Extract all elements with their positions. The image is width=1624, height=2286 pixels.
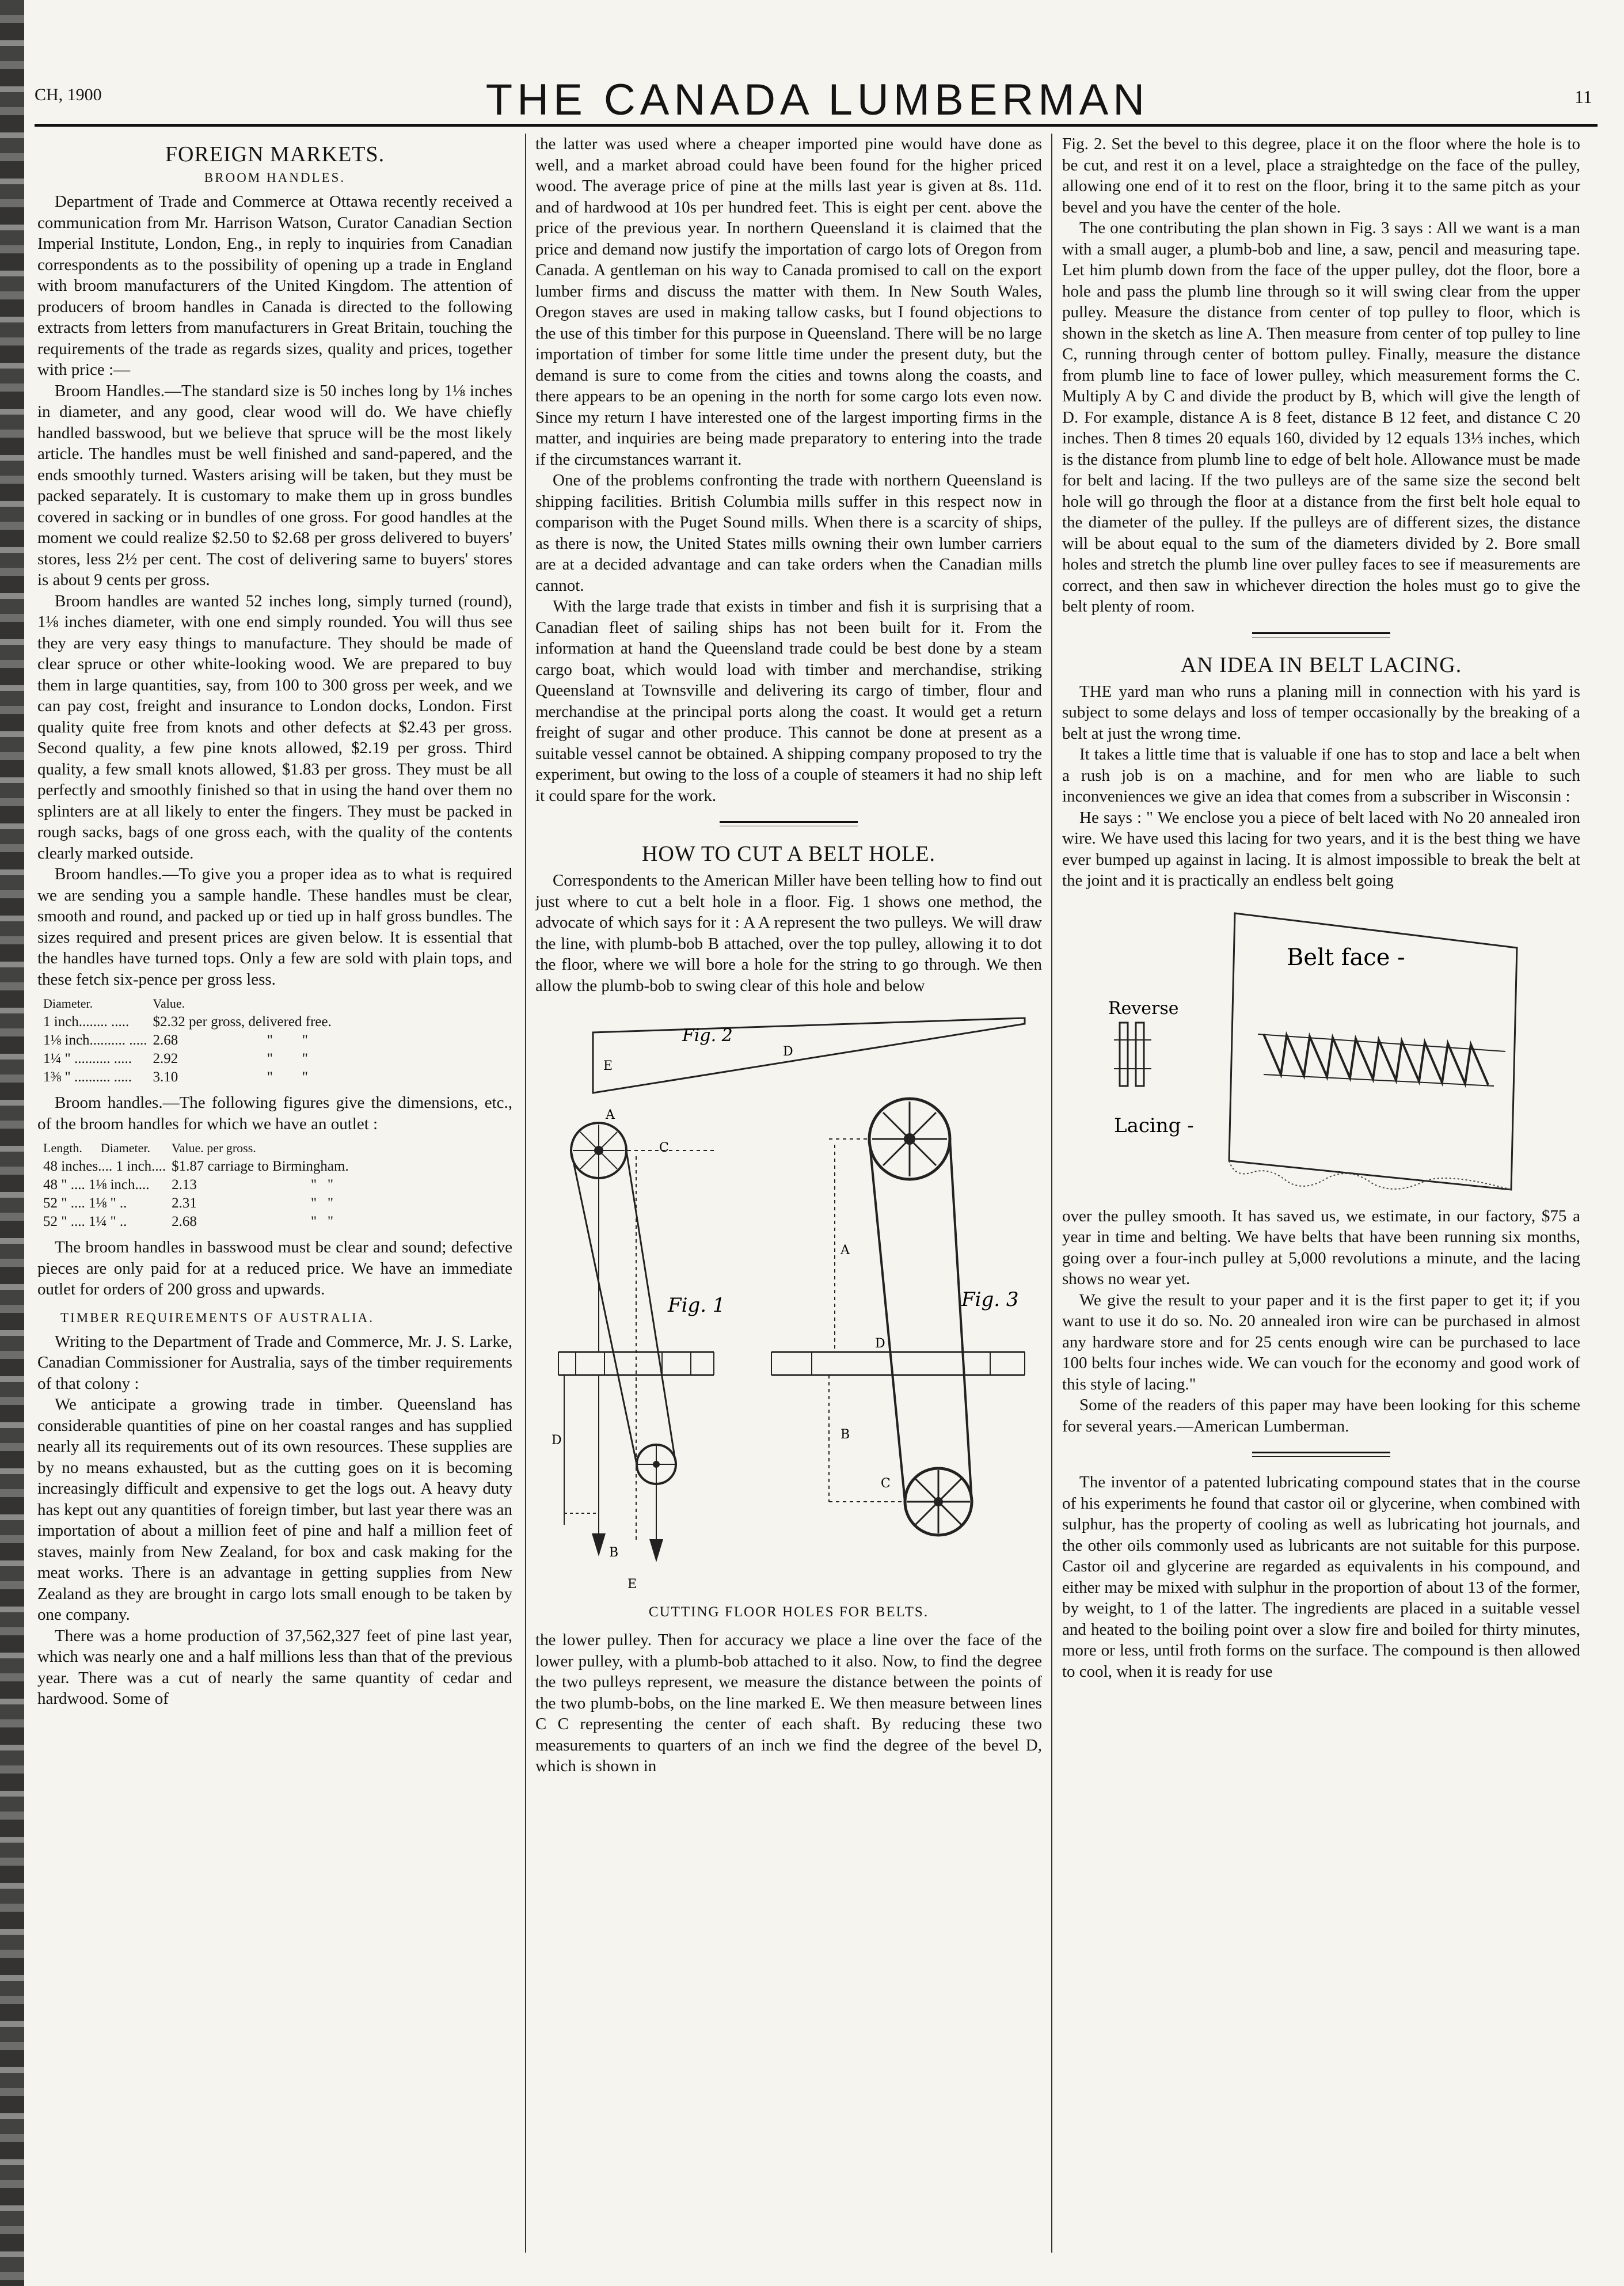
paragraph: There was a home production of 37,562,327 feet of pine last year, which was nearly one and a half millions less than that of the previous year. There was a cut of nearly the same quantity of cedar and hardwood. Some of bbox=[37, 1626, 512, 1708]
table-cell: " bbox=[327, 1195, 334, 1211]
column-1 bbox=[37, 134, 512, 2264]
table-row bbox=[43, 1050, 337, 1068]
label-c-fig3: C bbox=[881, 1476, 891, 1491]
figure-caption: CUTTING FLOOR HOLES FOR BELTS. bbox=[648, 1604, 929, 1620]
section-divider bbox=[720, 821, 858, 826]
paragraph: Writing to the Department of Trade and Commerce, Mr. J. S. Larke, Canadian Commissioner for Australia, says of the timber requirements of that colony : bbox=[37, 1332, 512, 1393]
table-header: Diameter. bbox=[100, 1141, 150, 1155]
table-cell: 1 inch........ ..... bbox=[43, 1014, 130, 1030]
table-cell: 52 " .... 1⅛ " .. bbox=[43, 1195, 127, 1211]
table-cell: 2.68 bbox=[153, 1032, 178, 1048]
fig1-label: Fig. 1 bbox=[668, 1294, 725, 1317]
table-cell: " bbox=[327, 1177, 334, 1193]
paragraph: the lower pulley. Then for accuracy we place a line over the face of the lower pulley, with a plumb-bob attached to it also. Now, to find the degree the two pulleys represent, we measure the distance between the points of the two plumb-bobs, on the line marked E. We then measure between lines C C representing the center of each shaft. By reducing these two measurements to quarters of an inch we find the degree of the bevel D, which is shown in bbox=[535, 1631, 1042, 1775]
table-cell: 2.68 bbox=[172, 1214, 197, 1229]
label-d-fig3: D bbox=[875, 1336, 885, 1351]
paragraph: We give the result to your paper and it is the first paper to get it; if you want to use it do so. No. 20 annealed iron wire can be purchased in almost any hardware store and for 25 cents enough wire can be purchased to lace 100 belts four inches wide. We can vouch for the economy and good work of this style of lacing." bbox=[1062, 1290, 1580, 1393]
table-header: Value. bbox=[153, 996, 185, 1011]
lacing-label: Lacing - bbox=[1114, 1114, 1194, 1137]
label-a-fig3: A bbox=[840, 1243, 850, 1258]
column-rule bbox=[525, 134, 526, 2253]
paragraph: The broom handles in basswood must be clear and sound; defective pieces are only paid for at a reduced price. We have an immediate outlet for orders of 200 gross and upwards. bbox=[37, 1238, 512, 1298]
fig2-bevel bbox=[593, 1018, 1025, 1093]
table-cell: 3.10 bbox=[153, 1069, 178, 1085]
column-2 bbox=[535, 134, 1042, 2264]
paragraph: It takes a little time that is valuable if one has to stop and lace a belt when a rush job is on a machine, and for men who are liable to such inconveniences we give an idea that comes from a subscriber in Wisconsin : bbox=[1062, 745, 1580, 806]
label-e: E bbox=[627, 1577, 637, 1592]
fig2-label: Fig. 2 bbox=[682, 1026, 733, 1046]
column-3 bbox=[1062, 134, 1580, 2264]
reverse-label: Reverse bbox=[1108, 998, 1179, 1019]
table-header: Diameter. bbox=[43, 996, 93, 1011]
foreign-markets-heading: FOREIGN MARKETS. bbox=[165, 142, 385, 166]
table-cell: 1¼ " .......... ..... bbox=[43, 1051, 132, 1066]
table-row bbox=[43, 1031, 337, 1050]
reverse-lacing-bar bbox=[1120, 1023, 1128, 1086]
table-header: Length. bbox=[43, 1141, 82, 1155]
paragraph: over the pulley smooth. It has saved us, we estimate, in our factory, $75 a year in time and belting. We have belts that have been running six months, going over a four-inch pulley at 5,000 revolutions a minute, and the lacing shows no wear yet. bbox=[1062, 1206, 1580, 1288]
label-c: C bbox=[659, 1141, 669, 1155]
table-cell: 1⅛ inch.......... ..... bbox=[43, 1032, 147, 1048]
fig2-label-e: E bbox=[603, 1059, 613, 1073]
paragraph: Broom handles are wanted 52 inches long, simply turned (round), 1⅛ inches diameter, with one end simply rounded. You will thus see they are very easy things to manufacture. They should be made of clear spruce or other white-looking wood. We are prepared to buy them in large quantities, say, from 100 to 300 gross per week, and we can pay cost, freight and insurance to London docks, London. First quality quite free from knots and other defects at $2.43 per gross. Second quality, a few pine knots allowed, $2.19 per gross. Third quality, a few small knots allowed, $1.83 per gross. They must be all perfectly and smoothly finished so that in using the hand over them no splinters are at all likely to enter the fingers. They must be packed in rough sacks, bags of one gross each, with the quality of the contents clearly marked outside. bbox=[37, 591, 512, 863]
label-a: A bbox=[606, 1108, 615, 1122]
paragraph: The one contributing the plan shown in Fig. 3 says : All we want is a man with a small auger, a plumb-bob and line, a saw, pencil and measuring tape. Let him plumb down from the face of the upper pulley, dot the floor, bore a hole and pass the plumb line through so it will swing clear from the upper pulley. Measure the distance from center of top pulley to floor, which is shown in the sketch as line A. Then measure from center of top pulley to line C, running through center of bottom pulley. Finally, measure the distance from plumb line to face of lower pulley, which measurement forms the C. Multiply A by C and divide the product by B, which will give the length of D. For example, distance A is 8 feet, distance B 12 feet, and distance C 20 inches. Then 8 times 20 equals 160, divided by 12 equals 13⅓ inches, which is the distance from plumb line to edge of belt hole. Allowance must be made for belt and lacing. If the two pulleys are of the same size the second belt hole will go through the floor at a distance from the first belt hole equal to the diameter of the pulley. If the pulleys are of different sizes, the distance will be about equal to the sum of the diameters divided by 2. Bore small holes and stretch the plumb line over pulley faces to see if measurements are correct, and then saw in whichever direction the holes must go to give the belt plenty of room. bbox=[1062, 219, 1580, 616]
paragraph: Correspondents to the American Miller have been telling how to find out just where to cut a belt hole in a floor. Fig. 1 shows one method, the advocate of which says for it : A A represent the two pulleys. We will draw the line, with plumb-bob B attached, over the top pulley, allowing it to dot the floor, where we will bore a hole for the string to go through. We then allow the plumb-bob to swing clear of this hole and below bbox=[535, 871, 1042, 995]
table-header: Value. per gross. bbox=[172, 1141, 256, 1155]
table-cell: " bbox=[302, 1069, 308, 1085]
belt-hole-heading: HOW TO CUT A BELT HOLE. bbox=[641, 842, 936, 866]
belt-hole-figures bbox=[541, 1007, 1036, 1600]
page-number: 11 bbox=[1574, 86, 1592, 107]
paragraph: Fig. 2. Set the bevel to this degree, place it on the floor where the hole is to be cut, and rest it on a level, place a straightedge on the face of the pulley, allowing one end of it to rest on the floor, bring it to the same pitch as your bevel and you have the center of the hole. bbox=[1062, 135, 1580, 217]
table-row bbox=[43, 1157, 355, 1176]
table-cell: " bbox=[302, 1032, 308, 1048]
label-b-fig3: B bbox=[840, 1427, 850, 1442]
paragraph: Broom handles.—To give you a proper idea as to what is required we are sending you a sample handle. These handles must be clear, smooth and round, and packed up or tied up in half gross bundles. The sizes required and present prices are given below. It is essential that the handles have turned tops. Only a few are sold with plain tops, and these fetch six-pence per gross less. bbox=[37, 865, 512, 989]
table-cell: 2.92 bbox=[153, 1051, 178, 1066]
section-divider bbox=[1252, 632, 1390, 637]
broom-handles-subheading: BROOM HANDLES. bbox=[204, 170, 346, 185]
table-cell: " bbox=[267, 1051, 273, 1066]
paragraph: Department of Trade and Commerce at Ottawa recently received a communication from Mr. Harrison Watson, Curator Canadian Section Imperial Institute, London, Eng., in reply to inquiries from Canadian correspondents as to the possibility of opening up a trade in England with broom manufacturers of the United Kingdom. The attention of producers of broom handles in Canada is directed to the following extracts from letters from manufacturers in Great Britain, touching the requirements of the trade as regards sizes, quality and prices, together with price :— bbox=[37, 192, 512, 379]
masthead-title: THE CANADA LUMBERMAN bbox=[485, 75, 1150, 124]
table-cell: 52 " .... 1¼ " .. bbox=[43, 1214, 127, 1229]
belt-lacing-heading: AN IDEA IN BELT LACING. bbox=[1180, 652, 1462, 677]
table-cell: 48 inches.... 1 inch.... bbox=[43, 1159, 166, 1174]
fig2-label-d: D bbox=[783, 1045, 793, 1059]
table-cell: 48 " .... 1⅛ inch.... bbox=[43, 1177, 150, 1193]
fig3-label: Fig. 3 bbox=[961, 1288, 1019, 1311]
price-table-1 bbox=[43, 994, 337, 1087]
belt-face-label: Belt face - bbox=[1287, 944, 1405, 971]
paragraph: The inventor of a patented lubricating compound states that in the course of his experiments he found that castor oil or glycerine, when combined with sulphur, has the property of cooling as well as lubricating hot journals, and the other oils commonly used as lubricants are not suitable for this purpose. Castor oil and glycerine are regarded as equivalents in his compound, and either may be mixed with sulphur in the proportion of about 13 of the former, by weight, to 1 of the latter. The ingredients are placed in a suitable vessel and heated to the boiling point over a slow fire and boiled for thirty minutes, more or less, until froth forms on the surface. The compound is then allowed to cool, when it is ready for use bbox=[1062, 1473, 1580, 1681]
table-cell: $1.87 carriage to Birmingham. bbox=[172, 1159, 349, 1174]
table-cell: 1⅜ " .......... ..... bbox=[43, 1069, 132, 1085]
table-cell: $2.32 per gross, delivered free. bbox=[153, 1014, 332, 1030]
paragraph: We anticipate a growing trade in timber. Queensland has considerable quantities of pine on her coastal ranges and has supplied nearly all its requirements out of its own resources. These supplies are by no means exhausted, but as the cutting goes on it is becoming increasingly difficult and expensive to get the logs out. A heavy duty has kept out any quantities of foreign timber, but last year there was an importation of about a million feet of pine and half a million feet of staves, mainly from New Zealand, for box and cask making for the meat works. There is an advantage in getting supplies from New Zealand as they are brought in cargo lots small enough to be taken by one company. bbox=[37, 1395, 512, 1624]
header-date: CH, 1900 bbox=[35, 85, 102, 104]
paragraph: Broom handles.—The following figures give the dimensions, etc., of the broom handles for which we have an outlet : bbox=[37, 1093, 512, 1133]
paragraph: He says : " We enclose you a piece of belt laced with No 20 annealed iron wire. We have used this lacing for two years, and it is the best thing we have ever bumped up against in lacing. It is almost impossible to break the belt at the joint and it is practically an endless belt going bbox=[1062, 808, 1580, 890]
timber-australia-subheading: TIMBER REQUIREMENTS OF AUSTRALIA. bbox=[60, 1310, 374, 1325]
paragraph: THE yard man who runs a planing mill in connection with his yard is subject to some delays and loss of temper occasionally by the breaking of a belt at just the wrong time. bbox=[1062, 682, 1580, 743]
fig1-diagram bbox=[552, 1108, 725, 1592]
paragraph: With the large trade that exists in timber and fish it is surprising that a Canadian fleet of sailing ships has not been built for it. From the information at hand the Queensland trade could be best done by a steam cargo boat, which would load with timber and merchandise, striking Queensland at Townsville and delivering its cargo of timber, flour and merchandise at the principal ports along the coast. It would get a return freight of sugar and other produce. This cannot be done at present as a suitable vessel cannot be obtained. A shipping company proposed to try the experiment, but owing to the loss of a couple of steamers it had no ship left it could spare for the work. bbox=[535, 597, 1042, 805]
table-cell: " bbox=[310, 1214, 317, 1229]
paragraph: Broom Handles.—The standard size is 50 inches long by 1⅛ inches in diameter, and any good, clear wood will do. We have chiefly handled basswood, but we believe that spruce will be the most likely article. The handles must be well finished and sand-papered, and the ends smoothly turned. Wasters arising will be taken, but they must be packed separately. It is customary to make them up in gross bundles covered in sacking or in bundles of one gross. For good handles at the moment we could realize $2.50 to $2.68 per gross delivered to buyers' stores, less 2½ per cent. The cost of delivering same to buyers' stores is about 9 cents per gross. bbox=[37, 381, 512, 589]
table-cell: " bbox=[302, 1051, 308, 1066]
table-row bbox=[43, 1213, 355, 1231]
table-cell: " bbox=[310, 1195, 317, 1211]
table-row bbox=[43, 1013, 337, 1031]
reverse-lacing-bar bbox=[1136, 1023, 1144, 1086]
paragraph: Some of the readers of this paper may have been looking for this scheme for several years.—American Lumberman. bbox=[1062, 1396, 1580, 1436]
header-rule bbox=[35, 124, 1598, 127]
table-row bbox=[43, 1194, 355, 1213]
scan-binding-edge bbox=[0, 0, 24, 2286]
table-cell: " bbox=[267, 1032, 273, 1048]
fig3-diagram bbox=[771, 1099, 1025, 1535]
wire-lacing bbox=[1264, 1034, 1488, 1085]
label-b: B bbox=[609, 1545, 619, 1560]
label-d: D bbox=[552, 1433, 562, 1448]
table-row bbox=[43, 1176, 355, 1194]
table-cell: 2.13 bbox=[172, 1177, 197, 1193]
table-cell: " bbox=[310, 1177, 317, 1193]
table-row bbox=[43, 1068, 337, 1087]
section-divider bbox=[1252, 1452, 1390, 1457]
paragraph: One of the problems confronting the trade with northern Queensland is shipping facilities. British Columbia mills suffer in this respect now in comparison with the Puget Sound mills. When there is a scarcity of ships, as there is now, the United States mills owning their own lumber carriers are at a decided advantage and can take orders when the Canadian mills cannot. bbox=[535, 471, 1042, 595]
table-cell: 2.31 bbox=[172, 1195, 197, 1211]
table-cell: " bbox=[267, 1069, 273, 1085]
table-cell: " bbox=[327, 1214, 334, 1229]
price-table-2 bbox=[43, 1139, 355, 1231]
paragraph: the latter was used where a cheaper imported pine would have done as well, and a market abroad could have been found for the higher priced wood. The average price of pine at the mills last year is given at 8s. 11d. and of hardwood at 10s per hundred feet. This is eight per cent. above the price of the previous year. In northern Queensland it is claimed that the price and demand now justify the importation of cargo lots of Oregon from Canada. A gentleman on his way to Canada promised to call on the export lumber firms and discuss the matter with them. In New South Wales, Oregon staves are used in making tallow casks, but I found objections to the use of this timber for this purpose in Queensland. There will be no large importation of timber for some little time under the present duty, but the demand is sure to come from the cities and towns along the coasts, and there appears to be an opening in the north for some cargo lots even now. Since my return I have interested one of the largest importing firms in the matter, and inquiries are being made preparatory to entering into the trade if the circumstances warrant it. bbox=[535, 135, 1042, 469]
column-rule bbox=[1051, 134, 1052, 2253]
belt-lacing-figure bbox=[1102, 902, 1540, 1201]
